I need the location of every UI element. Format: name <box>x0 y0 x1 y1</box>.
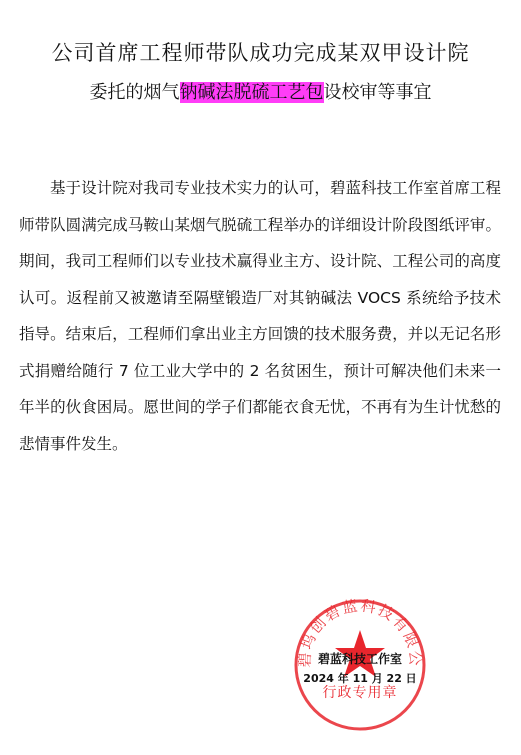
document-body: 基于设计院对我司专业技术实力的认可，碧蓝科技工作室首席工程师带队圆满完成马鞍山某烟气脱硫工程举办的详细设计阶段图纸评审。期间，我司工程师们以专业技术赢得业主方、设计院、工程公司的高度认可。返程前又被邀请至隔壁锻造厂对其钠碱法 VOCS 系统给予技术指导。结束后，工程师们拿出业主方回馈的技术服务费，并以无记名形式捐赠给随行 7 位工业大学中的 2 名贫困生，预计可解决他们未来一年半的伙食困局。愿世间的学子们都能衣食无忧，不再有为生计忧愁的悲情事件发生。 <box>19 179 501 453</box>
document-title-line2 <box>0 79 521 107</box>
seal-bottom-text: 行政专用章 <box>322 685 398 701</box>
seal-arc-text: 碧坞创碧蓝科技有限公 <box>295 596 425 668</box>
company-seal <box>291 596 429 734</box>
title-line2-start: 委托的烟气 <box>89 82 180 103</box>
seal-name: 碧蓝科技工作室 <box>317 652 402 666</box>
title-line2-end: 设校审等事宜 <box>323 82 432 103</box>
document-title-line1: 公司首席工程师带队成功完成某双甲设计院 <box>51 41 470 65</box>
seal-date: 2024 年 11 月 22 日 <box>303 672 417 685</box>
highlighted-phrase: 钠碱法脱硫工艺包 <box>179 82 324 103</box>
